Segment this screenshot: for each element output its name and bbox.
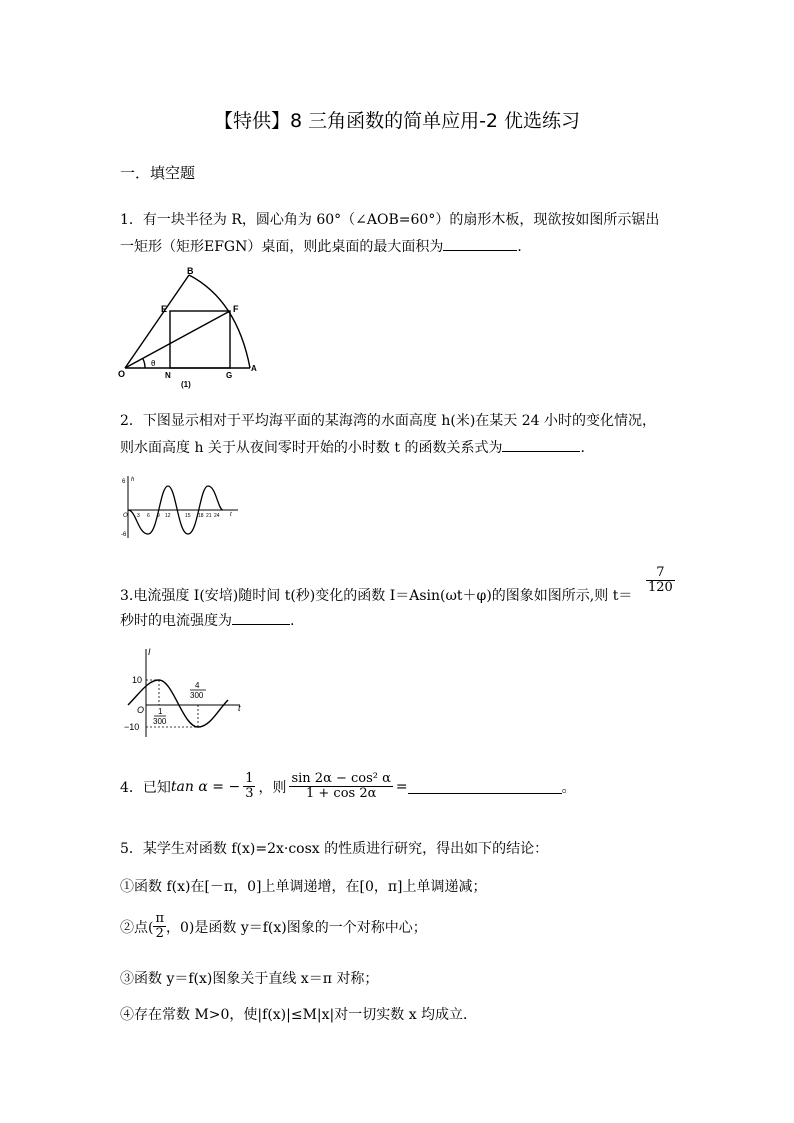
q4-tan: tan α = −: [170, 778, 241, 795]
q2-tick-12: 12: [165, 513, 171, 519]
q3-time-fraction: [646, 566, 675, 595]
q3-answer-blank[interactable]: [232, 624, 290, 625]
q2-answer-blank[interactable]: [502, 451, 580, 452]
q1-sector-figure: [115, 265, 265, 395]
q3-curve: [128, 680, 228, 727]
q3-t2-num: 4: [195, 681, 200, 690]
q5-s2-post: ，0)是函数 y＝f(x)图象的一个对称中心；: [166, 919, 427, 936]
q3-ymax: 10: [132, 675, 143, 685]
q4-expr-fraction: [289, 772, 392, 801]
q5-intro: 5．某学生对函数 f(x)=2x·cosx 的性质进行研究，得出如下的结论：: [120, 841, 549, 857]
q4-expr-den: 1 + cos 2α: [306, 786, 377, 801]
q3-line2-end: .: [290, 613, 295, 629]
q5-statement-1: ①函数 f(x)在[－π，0]上单调递增，在[0，π]上单调递减；: [120, 879, 487, 895]
q4-expr-num: sin 2α − cos² α: [291, 771, 391, 786]
q5-statement-2: [120, 912, 427, 941]
q3-yvar: I: [148, 647, 151, 657]
q4-post: 。: [561, 779, 576, 796]
q4-mid: ，则: [258, 779, 287, 796]
q1-arc-AB: [189, 275, 250, 368]
q1-line2-text: 一矩形（矩形EFGN）桌面，则此桌面的最大面积为: [120, 239, 444, 255]
q2-line2: [120, 437, 585, 457]
q3-t2-den: 300: [190, 691, 204, 700]
q2-line2-text: 则水面高度 h 关于从夜间零时开始的小时数 t 的函数关系式为: [120, 440, 503, 456]
q4-const-num: 1: [245, 771, 254, 786]
q5-s2-den: 2: [155, 926, 164, 941]
q1-label-N: N: [165, 371, 171, 380]
section-heading: 一．填空题: [120, 164, 196, 182]
q1-line-OB: [125, 275, 189, 368]
q3-line1-text: 3.电流强度 I(安培)随时间 t(秒)变化的函数 I＝Asin(ωt＋φ)的图象如图所示,则 t＝: [120, 588, 633, 604]
q3-time-den: 120: [648, 580, 673, 595]
q4-pre: 4．已知: [120, 779, 171, 796]
q5-s2-fraction: [153, 912, 166, 941]
q4-const-den: 3: [245, 786, 254, 801]
q1-label-G: G: [226, 371, 233, 380]
q2-tick-3: 3: [137, 513, 140, 519]
q1-label-B: B: [187, 266, 194, 276]
q3-origin: O: [137, 705, 145, 715]
q2-tick-21: 21: [206, 513, 212, 519]
q2-origin: O: [123, 513, 128, 519]
q3-current-graph: [118, 645, 253, 740]
q2-xvar: t: [230, 512, 232, 518]
q5-s2-num: π: [155, 911, 165, 926]
q1-label-O: O: [118, 369, 126, 379]
q1-answer-blank[interactable]: [443, 250, 517, 251]
q1-angle-arc: [143, 359, 145, 368]
q2-tide-graph: [120, 472, 245, 542]
q1-label-A: A: [251, 364, 257, 373]
q2-tick-18: 18: [198, 513, 204, 519]
q2-tick-15: 15: [185, 513, 191, 519]
q3-t1-num: 1: [158, 707, 163, 716]
q5-s2-pre: ②点(: [120, 919, 154, 936]
q1-line1: 1．有一块半径为 R，圆心角为 60°（∠AOB=60°）的扇形木板，现欲按如图所示锯出: [120, 212, 660, 228]
q2-line1: 2．下图显示相对于平均海平面的某海湾的水面高度 h(米)在某天 24 小时的变化情况，: [120, 413, 657, 429]
q1-caption: (1): [181, 380, 191, 389]
q4-const-fraction: [243, 772, 255, 801]
q1-rect-EFGN: [170, 311, 230, 368]
q1-line-OF: [125, 311, 230, 368]
q1-label-E: E: [161, 304, 168, 314]
q2-yvar: h: [131, 477, 135, 483]
q3-line2: [120, 610, 294, 630]
q5-statement-3: ③函数 y＝f(x)图象关于直线 x＝π 对称；: [120, 971, 379, 987]
q3-ymin: −10: [124, 722, 140, 732]
q4-answer-blank[interactable]: [408, 779, 562, 794]
q2-tick-9: 9: [157, 513, 160, 519]
q4-line: [120, 772, 576, 801]
q3-time-num: 7: [646, 566, 675, 581]
q1-label-F: F: [233, 304, 239, 314]
q4-eq: =: [395, 778, 408, 795]
page-title: 【特供】8 三角函数的简单应用-2 优选练习: [213, 110, 581, 132]
q3-xvar: t: [238, 703, 241, 713]
q1-line2: [120, 236, 531, 256]
q2-ymin: -6: [121, 532, 127, 538]
q2-ymax: 6: [122, 479, 126, 485]
q1-label-theta: θ: [151, 359, 156, 368]
q5-statement-4: ④存在常数 M>0，使|f(x)|≤M|x|对一切实数 x 均成立．: [120, 1007, 478, 1023]
q3-line1: [120, 585, 632, 605]
q2-tick-24: 24: [214, 513, 220, 519]
q2-line2-end: .: [580, 440, 585, 456]
q3-line2-text: 秒时的电流强度为: [120, 613, 232, 629]
q1-line2-end: ．: [517, 239, 532, 255]
q2-tick-6: 6: [147, 513, 150, 519]
q3-t1-den: 300: [153, 717, 167, 726]
